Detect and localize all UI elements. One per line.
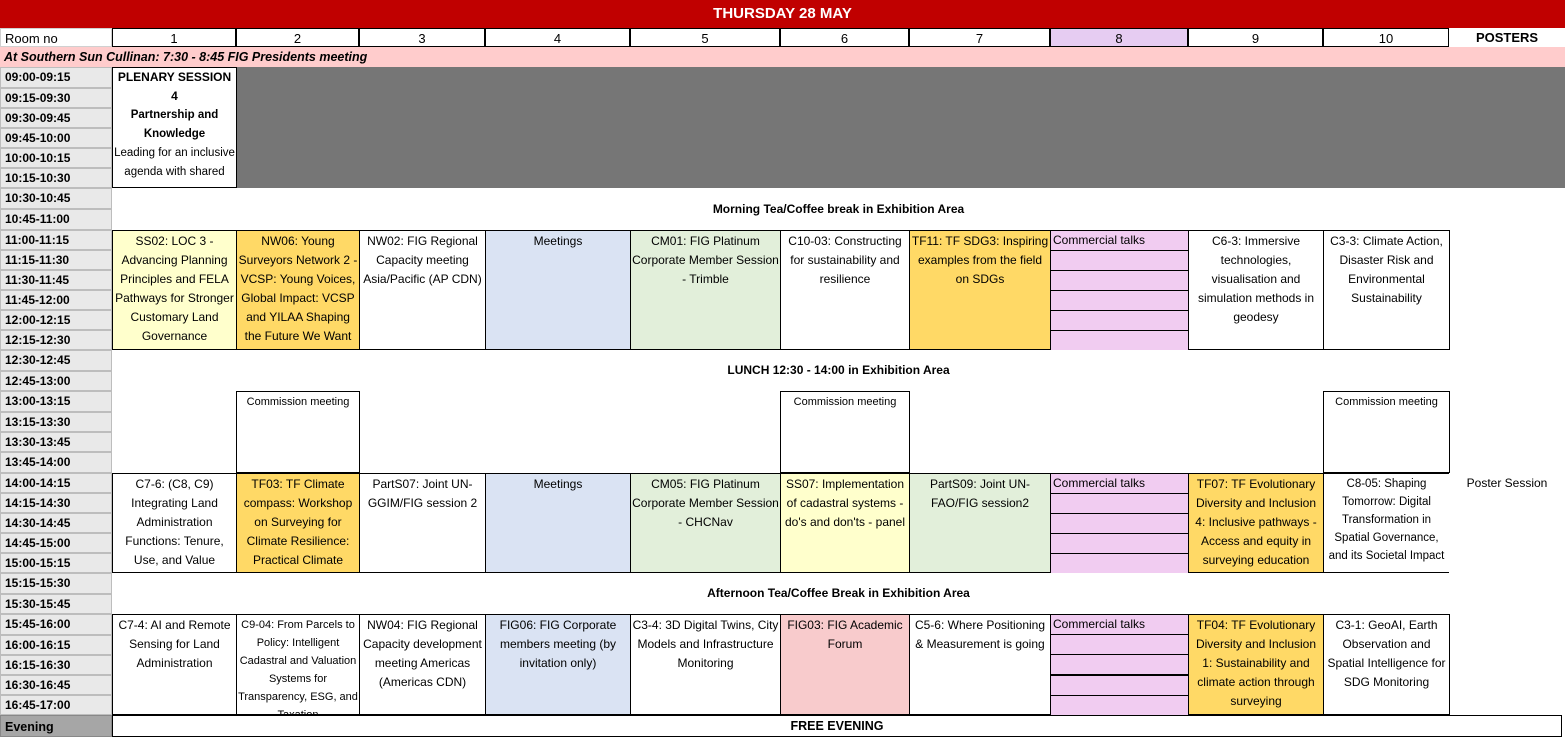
session-tf04[interactable]: TF04: TF Evolutionary Diversity and Inclusion 1: Sustainability and climate action through surveying xyxy=(1188,614,1324,715)
time-slot: 11:15-11:30 xyxy=(0,250,112,270)
room-header-8: 8 xyxy=(1050,28,1188,47)
time-slot: 13:00-13:15 xyxy=(0,391,112,412)
commercial-talks-slot xyxy=(1050,290,1189,311)
room-header-4: 4 xyxy=(485,28,630,47)
time-slot: 14:15-14:30 xyxy=(0,493,112,513)
session-c7-6[interactable]: C7-6: (C8, C9) Integrating Land Administration Functions: Tenure, Use, and Value xyxy=(112,473,237,573)
session-parts07[interactable]: PartS07: Joint UN-GGIM/FIG session 2 xyxy=(359,473,486,573)
time-slot: 13:30-13:45 xyxy=(0,432,112,452)
free-evening-banner: FREE EVENING xyxy=(112,715,1562,737)
commercial-talks-label: Commercial talks xyxy=(1050,473,1189,494)
commercial-talks-slot xyxy=(1050,675,1189,696)
time-slot: 14:45-15:00 xyxy=(0,533,112,553)
session-c3-3[interactable]: C3-3: Climate Action, Disaster Risk and Environmental Sustainability xyxy=(1323,230,1450,350)
time-slot: 11:30-11:45 xyxy=(0,270,112,290)
session-c7-4[interactable]: C7-4: AI and Remote Sensing for Land Administration xyxy=(112,614,237,715)
time-slot: 09:30-09:45 xyxy=(0,108,112,128)
session-nw06[interactable]: NW06: Young Surveyors Network 2 - VCSP: Young Voices, Global Impact: VCSP and YILAA Shaping the Future We Want xyxy=(236,230,360,350)
session-ss02[interactable]: SS02: LOC 3 - Advancing Planning Principles and FELA Pathways for Stronger Customary Land Governance xyxy=(112,230,237,350)
commission-meeting-room-6[interactable]: Commission meeting xyxy=(780,391,910,473)
session-cm01[interactable]: CM01: FIG Platinum Corporate Member Session - Trimble xyxy=(630,230,781,350)
session-c10-03[interactable]: C10-03: Constructing for sustainability and resilience xyxy=(780,230,910,350)
time-slot: 16:00-16:15 xyxy=(0,635,112,655)
commercial-talks-2[interactable] xyxy=(1050,473,1189,573)
time-slot: 15:30-15:45 xyxy=(0,594,112,614)
room-header-6: 6 xyxy=(780,28,909,47)
morning-break-banner: Morning Tea/Coffee break in Exhibition Area xyxy=(112,188,1565,230)
commercial-talks-slot xyxy=(1050,250,1189,271)
session-meetings-2[interactable]: Meetings xyxy=(485,473,631,573)
presidents-meeting-banner: At Southern Sun Cullinan: 7:30 - 8:45 FIG Presidents meeting xyxy=(0,47,1565,67)
room-header-1: 1 xyxy=(112,28,236,47)
room-header-5: 5 xyxy=(630,28,780,47)
time-slot: 15:45-16:00 xyxy=(0,614,112,635)
session-c9-04[interactable]: C9-04: From Parcels to Policy: Intelligent Cadastral and Valuation Systems for Transparency, ESG, and xyxy=(236,614,360,715)
commission-meeting-room-2[interactable]: Commission meeting xyxy=(236,391,360,473)
commercial-talks-slot xyxy=(1050,513,1189,534)
commercial-talks-slot xyxy=(1050,695,1189,716)
page-title: THURSDAY 28 MAY xyxy=(0,0,1565,28)
session-c3-4[interactable]: C3-4: 3D Digital Twins, City Models and Infrastructure Monitoring xyxy=(630,614,781,715)
room-header-posters: POSTERS xyxy=(1475,30,1539,45)
room-header-10: 10 xyxy=(1323,28,1449,47)
room-header-2: 2 xyxy=(236,28,359,47)
commercial-talks-slot xyxy=(1050,634,1189,655)
session-nw02[interactable]: NW02: FIG Regional Capacity meeting Asia/Pacific (AP CDN) xyxy=(359,230,486,350)
session-c3-1[interactable]: C3-1: GeoAI, Earth Observation and Spatial Intelligence for SDG Monitoring xyxy=(1323,614,1450,715)
session-nw04[interactable]: NW04: FIG Regional Capacity development meeting Americas (Americas CDN) xyxy=(359,614,486,715)
session-tf11[interactable]: TF11: TF SDG3: Inspiring examples from the field on SDGs xyxy=(909,230,1051,350)
time-slot: 09:15-09:30 xyxy=(0,88,112,108)
room-header-9: 9 xyxy=(1188,28,1323,47)
time-slot: 11:00-11:15 xyxy=(0,230,112,250)
time-slot: 15:15-15:30 xyxy=(0,573,112,594)
time-slot: 09:00-09:15 xyxy=(0,67,112,88)
room-label: Room no xyxy=(0,28,112,47)
time-slot: 16:30-16:45 xyxy=(0,675,112,695)
time-slot: 13:15-13:30 xyxy=(0,412,112,432)
commission-meeting-room-10[interactable]: Commission meeting xyxy=(1323,391,1450,473)
poster-session[interactable]: Poster Session xyxy=(1449,473,1565,573)
session-fig06[interactable]: FIG06: FIG Corporate members meeting (by invitation only) xyxy=(485,614,631,715)
session-c8-05[interactable]: C8-05: Shaping Tomorrow: Digital Transformation in Spatial Governance, and its Societal Impact xyxy=(1323,473,1450,573)
time-slot: 13:45-14:00 xyxy=(0,452,112,473)
commercial-talks-3[interactable] xyxy=(1050,614,1189,715)
session-parts09[interactable]: PartS09: Joint UN-FAO/FIG session2 xyxy=(909,473,1051,573)
commercial-talks-label: Commercial talks xyxy=(1050,230,1189,251)
plenary-title: PLENARY SESSION 4 xyxy=(117,70,232,103)
time-slot: 10:00-10:15 xyxy=(0,148,112,168)
session-tf03[interactable]: TF03: TF Climate compass: Workshop on Surveying for Climate Resilience: Practical Climate xyxy=(236,473,360,573)
time-slot: 12:30-12:45 xyxy=(0,350,112,371)
room-header-3: 3 xyxy=(359,28,485,47)
commercial-talks-label: Commercial talks xyxy=(1050,614,1189,635)
session-tf07[interactable]: TF07: TF Evolutionary Diversity and Inclusion 4: Inclusive pathways - Access and equity in surveying education xyxy=(1188,473,1324,573)
time-slot: 14:30-14:45 xyxy=(0,513,112,533)
time-slot: 12:45-13:00 xyxy=(0,371,112,391)
evening-label: Evening xyxy=(0,715,112,737)
commercial-talks-slot xyxy=(1050,270,1189,291)
session-cm05[interactable]: CM05: FIG Platinum Corporate Member Session - CHCNav xyxy=(630,473,781,573)
commercial-talks-slot xyxy=(1050,493,1189,514)
plenary-shaded-area xyxy=(237,67,1565,188)
plenary-description: Leading for an inclusive agenda with shared xyxy=(114,147,235,178)
time-slot: 10:45-11:00 xyxy=(0,209,112,230)
session-c5-6[interactable]: C5-6: Where Positioning & Measurement is going xyxy=(909,614,1051,715)
afternoon-break-banner: Afternoon Tea/Coffee Break in Exhibition Area xyxy=(112,573,1565,614)
commercial-talks-1[interactable] xyxy=(1050,230,1189,350)
plenary-session-cell[interactable] xyxy=(112,67,237,188)
time-slot: 09:45-10:00 xyxy=(0,128,112,148)
commercial-talks-slot xyxy=(1050,553,1189,574)
time-slot: 16:15-16:30 xyxy=(0,655,112,675)
session-fig03[interactable]: FIG03: FIG Academic Forum xyxy=(780,614,910,715)
commercial-talks-slot xyxy=(1050,654,1189,675)
time-slot: 10:30-10:45 xyxy=(0,188,112,209)
time-slot: 11:45-12:00 xyxy=(0,290,112,310)
session-meetings-1[interactable]: Meetings xyxy=(485,230,631,350)
time-slot: 12:15-12:30 xyxy=(0,330,112,350)
room-header-7: 7 xyxy=(909,28,1050,47)
lunch-banner: LUNCH 12:30 - 14:00 in Exhibition Area xyxy=(112,350,1565,391)
session-ss07[interactable]: SS07: Implementation of cadastral systems - do's and don'ts - panel xyxy=(780,473,910,573)
commercial-talks-slot xyxy=(1050,330,1189,351)
session-c6-3[interactable]: C6-3: Immersive technologies, visualisation and simulation methods in geodesy xyxy=(1188,230,1324,350)
plenary-subtitle: Partnership and Knowledge xyxy=(130,109,219,140)
commercial-talks-slot xyxy=(1050,533,1189,554)
time-slot: 14:00-14:15 xyxy=(0,473,112,493)
time-slot: 16:45-17:00 xyxy=(0,695,112,715)
commercial-talks-slot xyxy=(1050,310,1189,331)
time-slot: 12:00-12:15 xyxy=(0,310,112,330)
time-slot: 10:15-10:30 xyxy=(0,168,112,188)
time-slot: 15:00-15:15 xyxy=(0,553,112,573)
